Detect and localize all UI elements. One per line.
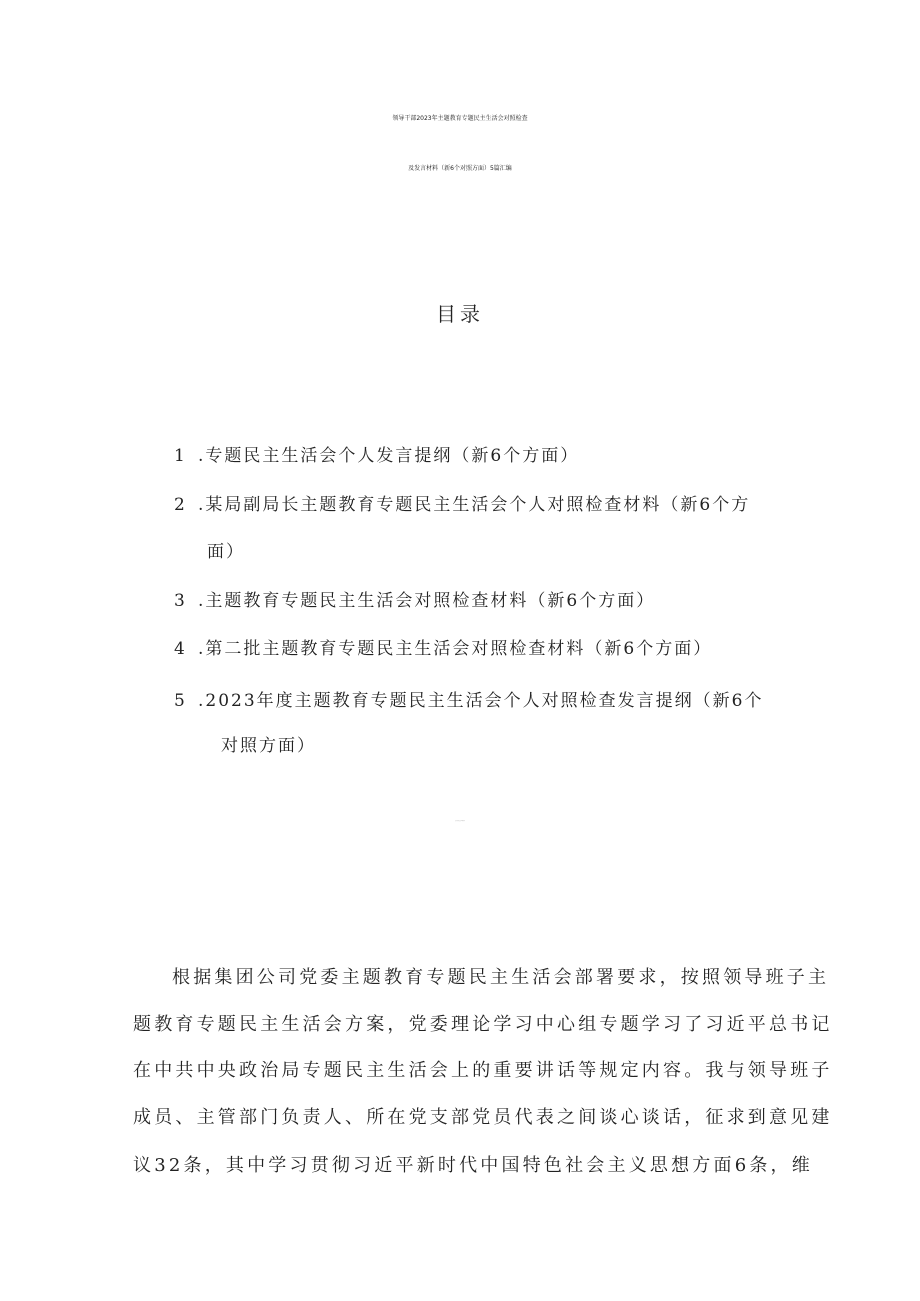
- toc-item-text: .2023年度主题教育专题民主生活会个人对照检查发言提纲（新6个: [198, 691, 764, 711]
- toc-item-number: 2: [174, 495, 187, 515]
- toc-item-text: .专题民主生活会个人发言提纲（新6个方面）: [198, 446, 580, 466]
- toc-item-text: .主题教育专题民主生活会对照检查材料（新6个方面）: [198, 591, 656, 611]
- toc-item-text: .第二批主题教育专题民主生活会对照检查材料（新6个方面）: [198, 639, 713, 659]
- body-paragraph-line: 根据集团公司党委主题教育专题民主生活会部署要求，按照领导班子主: [172, 967, 830, 988]
- body-paragraph-line: 题教育专题民主生活会方案，党委理论学习中心组专题学习了习近平总书记: [133, 1014, 833, 1035]
- toc-heading: 目录: [436, 302, 484, 326]
- toc-item[interactable]: [174, 490, 794, 515]
- body-paragraph-line: 成员、主管部门负责人、所在党支部党员代表之间谈心谈话，征求到意见建: [133, 1107, 833, 1128]
- body-paragraph-line: 议32条，其中学习贯彻习近平新时代中国特色社会主义思想方面6条，维: [133, 1155, 813, 1176]
- section-title: [0, 821, 920, 822]
- toc-item-number: 3: [174, 591, 187, 611]
- toc-item-text: .某局副局长主题教育专题民主生活会个人对照检查材料（新6个方: [198, 495, 751, 515]
- toc-item-continuation[interactable]: 面）: [207, 542, 245, 562]
- document-title-line-2: 及发言材料（新6个对照方面）5篇汇编: [408, 165, 512, 172]
- toc-item[interactable]: [174, 686, 794, 711]
- toc-item-number: 1: [174, 446, 187, 466]
- toc-item-continuation[interactable]: 对照方面）: [221, 736, 316, 756]
- document-title-line-1: 领导干部2023年主题教育专题民主生活会对照检查: [392, 115, 528, 122]
- toc-item-number: 4: [174, 639, 187, 659]
- toc-item[interactable]: [174, 634, 794, 659]
- body-paragraph-line: 在中共中央政治局专题民主生活会上的重要讲话等规定内容。我与领导班子: [133, 1060, 833, 1081]
- toc-item[interactable]: [174, 441, 794, 466]
- toc-item-number: 5: [174, 691, 187, 711]
- toc-item[interactable]: [174, 586, 794, 611]
